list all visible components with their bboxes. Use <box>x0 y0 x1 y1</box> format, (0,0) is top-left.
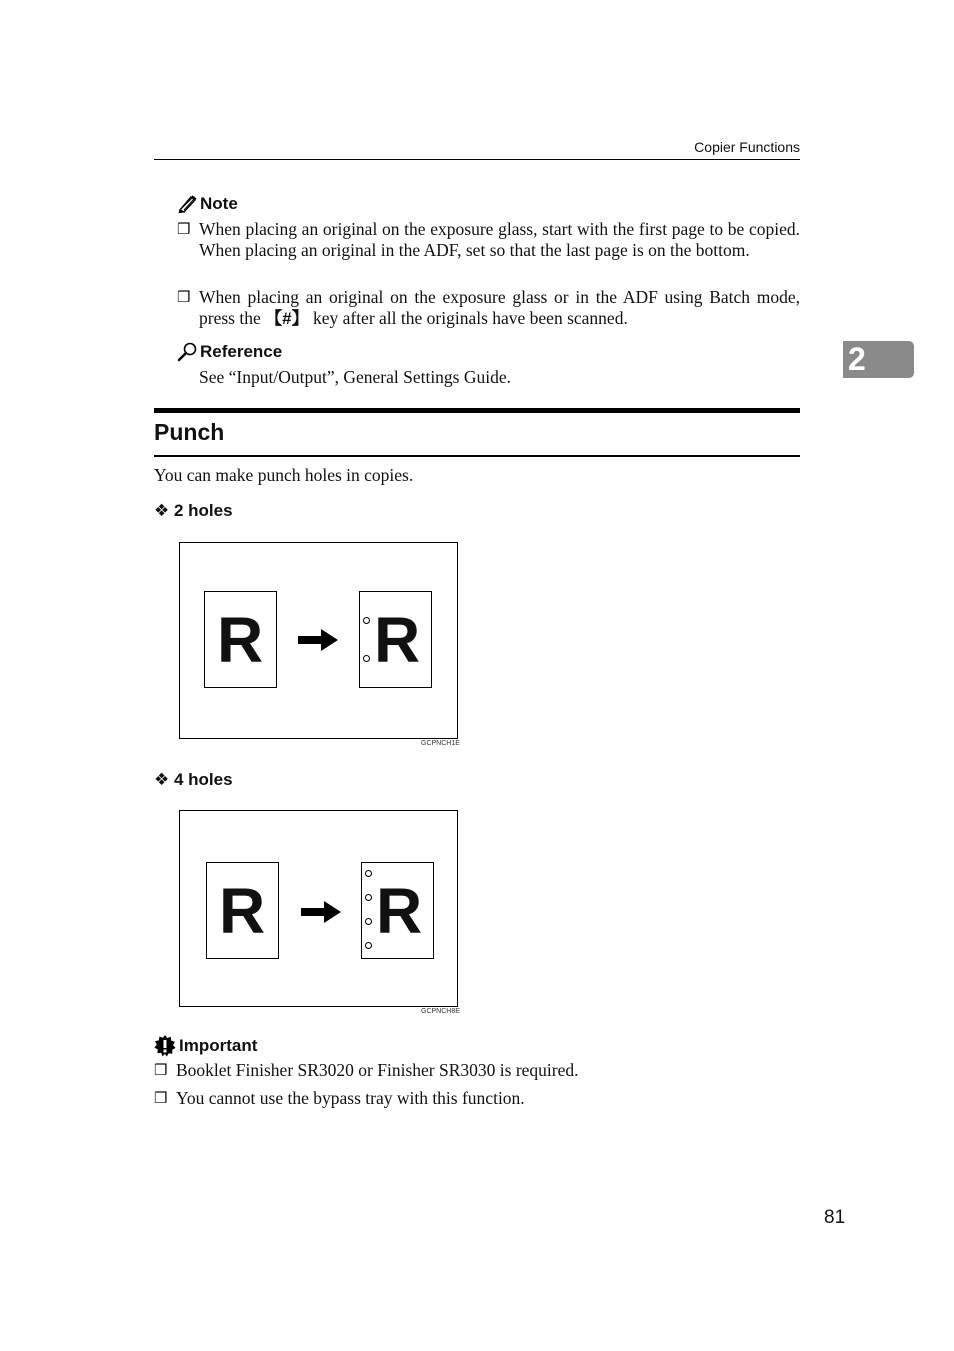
diamond-icon: ❖ <box>154 501 170 520</box>
figure-1-code: GCPNCH1E <box>421 740 460 747</box>
header-rule <box>154 159 800 160</box>
note-item-1-text: When placing an original on the exposure glass, start with the first page to be copied. When placing an original in the ADF, set so that the last page is on the bottom. <box>199 219 800 260</box>
arrow-right-icon <box>300 899 342 925</box>
original-letter: R <box>217 604 264 676</box>
note-heading <box>177 194 238 214</box>
punch-hole <box>363 655 370 662</box>
figure-2 <box>179 810 458 1007</box>
punch-hole <box>365 870 372 877</box>
checkbox-icon: ❒ <box>177 290 191 306</box>
figure-1-heading-label: 2 holes <box>173 501 233 520</box>
note-item-2-tail: key after all the originals have been scanned. <box>312 308 628 328</box>
section-intro: You can make punch holes in copies. <box>154 465 414 485</box>
reference-text: See “Input/Output”, General Settings Guide. <box>199 367 512 387</box>
important-item-1 <box>154 1060 777 1081</box>
section-bottom-rule <box>154 455 800 457</box>
reference-heading <box>177 342 282 362</box>
hash-key-label: 【#】 <box>265 309 309 328</box>
note-item-1 <box>177 219 800 261</box>
checkbox-icon: ❒ <box>154 1091 168 1107</box>
reference-heading-label: Reference <box>200 342 283 361</box>
pencil-icon <box>177 195 197 213</box>
figure-2-code: GCPNCH8E <box>421 1008 460 1015</box>
running-header: Copier Functions <box>694 139 800 155</box>
warning-seal-icon <box>154 1035 176 1057</box>
important-item-1-text: Booklet Finisher SR3020 or Finisher SR3030 is required. <box>176 1060 579 1080</box>
punched-letter: R <box>376 875 423 947</box>
punched-page <box>359 591 432 688</box>
chapter-number: 2 <box>848 341 866 377</box>
note-item-2-text: When placing an original on the exposure glass or in the ADF using Batch mode, press the <box>199 287 800 328</box>
section-top-rule <box>154 408 800 413</box>
punch-hole <box>365 894 372 901</box>
important-item-2 <box>154 1088 777 1109</box>
arrow-right-icon <box>297 627 339 653</box>
note-item-2 <box>177 287 800 329</box>
punched-page <box>361 862 434 959</box>
original-page <box>206 862 279 959</box>
diamond-icon: ❖ <box>154 770 170 789</box>
page-number: 81 <box>824 1207 846 1228</box>
chapter-tab <box>843 341 914 378</box>
punch-hole <box>365 942 372 949</box>
section-title: Punch <box>154 419 225 445</box>
important-item-2-text: You cannot use the bypass tray with this function. <box>176 1088 525 1108</box>
important-heading-label: Important <box>179 1036 258 1055</box>
checkbox-icon: ❒ <box>177 222 191 238</box>
figure-2-heading-label: 4 holes <box>173 770 233 789</box>
figure-1 <box>179 542 458 739</box>
punch-hole <box>365 918 372 925</box>
important-heading <box>154 1035 257 1057</box>
original-page <box>204 591 277 688</box>
figure-2-heading <box>154 770 233 790</box>
note-heading-label: Note <box>200 194 238 213</box>
checkbox-icon: ❒ <box>154 1063 168 1079</box>
original-letter: R <box>219 875 266 947</box>
figure-1-heading <box>154 501 233 521</box>
punched-letter: R <box>374 604 421 676</box>
magnifier-icon <box>177 342 197 362</box>
punch-hole <box>363 617 370 624</box>
